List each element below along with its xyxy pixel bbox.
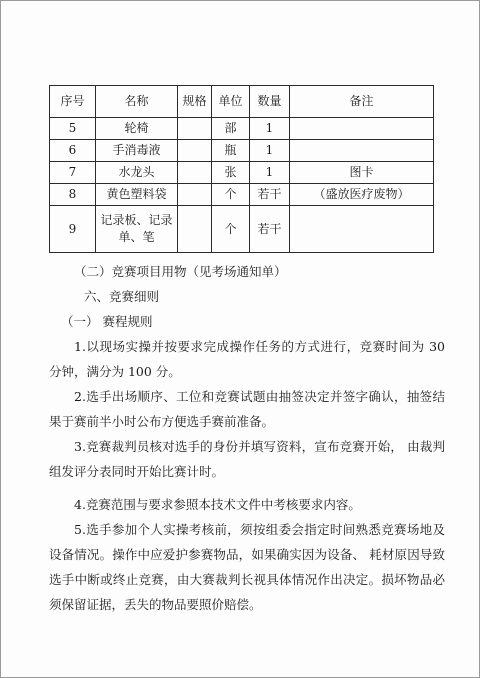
cell-note [290, 118, 434, 140]
header-spec: 规格 [178, 86, 212, 118]
rule-paragraph-1: 1.以现场实操并按要求完成操作任务的方式进行，竞赛时间为 30 分钟，满分为 100 分。 [49, 339, 445, 379]
table-row [50, 162, 434, 184]
cell-qty: 若干 [250, 206, 290, 253]
document-body [49, 259, 445, 617]
cell-note: （盛放医疗废物） [290, 184, 434, 206]
table-header-row [50, 86, 434, 118]
cell-note [290, 206, 434, 253]
cell-unit: 个 [212, 206, 250, 253]
header-no: 序号 [50, 86, 96, 118]
cell-note: 图卡 [290, 162, 434, 184]
rule-paragraph-5: 5.选手参加个人实操考核前，须按组委会指定时间熟悉竞赛场地及设备情况。操作中应爱护参赛物品，如果确实因为设备、 耗材原因导致选手中断或终止竞赛，由大赛裁判长视具体情况作出决定。损坏物品必须保留证据，丢失的物品要照价赔偿。 [49, 522, 445, 612]
rule-paragraph-4: 4.竞赛范围与要求参照本技术文件中考核要求内容。 [74, 497, 361, 512]
table-row [50, 184, 434, 206]
cell-no: 7 [50, 162, 96, 184]
cell-no: 6 [50, 140, 96, 162]
cell-unit: 个 [212, 184, 250, 206]
section-heading-items: （二）竞赛项目用物（见考场通知单） [74, 264, 287, 279]
header-name: 名称 [96, 86, 178, 118]
cell-name: 水龙头 [96, 162, 178, 184]
rule-paragraph-2: 2.选手出场顺序、工位和竞赛试题由抽签决定并签字确认，抽签结果于赛前半小时公布方便选手赛前准备。 [49, 389, 445, 429]
cell-name: 黄色塑料袋 [96, 184, 178, 206]
header-unit: 单位 [212, 86, 250, 118]
cell-qty: 若干 [250, 184, 290, 206]
cell-note [290, 140, 434, 162]
cell-spec [178, 118, 212, 140]
cell-no: 8 [50, 184, 96, 206]
cell-name: 手消毒液 [96, 140, 178, 162]
cell-no: 9 [50, 206, 96, 253]
header-qty: 数量 [250, 86, 290, 118]
table-row [50, 118, 434, 140]
cell-spec [178, 206, 212, 253]
rule-paragraph-3: 3.竞赛裁判员核对选手的身份并填写资料，宣布竞赛开始， 由裁判组发评分表同时开始比赛计时。 [49, 439, 445, 479]
cell-qty: 1 [250, 140, 290, 162]
cell-no: 5 [50, 118, 96, 140]
cell-unit: 张 [212, 162, 250, 184]
header-note: 备注 [290, 86, 434, 118]
cell-spec [178, 162, 212, 184]
section-heading-six: 六、竞赛细则 [84, 289, 160, 304]
cell-unit: 部 [212, 118, 250, 140]
cell-spec [178, 140, 212, 162]
cell-spec [178, 184, 212, 206]
table-row [50, 140, 434, 162]
cell-qty: 1 [250, 118, 290, 140]
table-row [50, 206, 434, 253]
cell-qty: 1 [250, 162, 290, 184]
cell-unit: 瓶 [212, 140, 250, 162]
supplies-table [49, 85, 434, 253]
cell-name: 轮椅 [96, 118, 178, 140]
cell-name: 记录板、记录单、笔 [96, 206, 178, 253]
section-heading-rules: （一） 赛程规则 [61, 314, 153, 329]
